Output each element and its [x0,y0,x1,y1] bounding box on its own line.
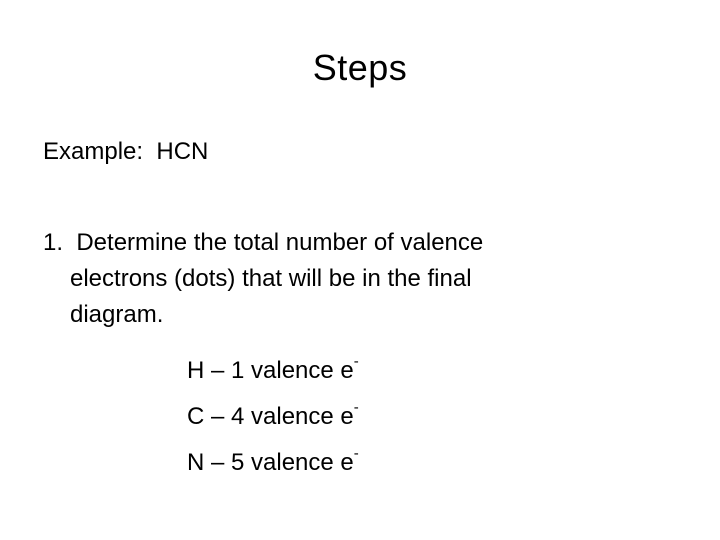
electron-charge-superscript: - [353,353,359,370]
electron-charge-superscript: - [353,399,359,416]
valence-row-nitrogen [187,440,359,486]
valence-list [187,348,359,486]
step-one [43,225,643,333]
step-line: 1. Determine the total number of valence [43,229,484,256]
slide-title: Steps [312,47,408,88]
example-text: Example: HCN [43,138,209,165]
valence-text: H – 1 valence e [187,357,354,384]
step-line: diagram. [70,301,164,328]
valence-text: N – 5 valence e [187,449,354,476]
valence-text: C – 4 valence e [187,403,354,430]
valence-row-hydrogen [187,348,359,394]
step-line: electrons (dots) that will be in the final [70,265,472,292]
valence-row-carbon [187,394,359,440]
electron-charge-superscript: - [353,445,359,462]
